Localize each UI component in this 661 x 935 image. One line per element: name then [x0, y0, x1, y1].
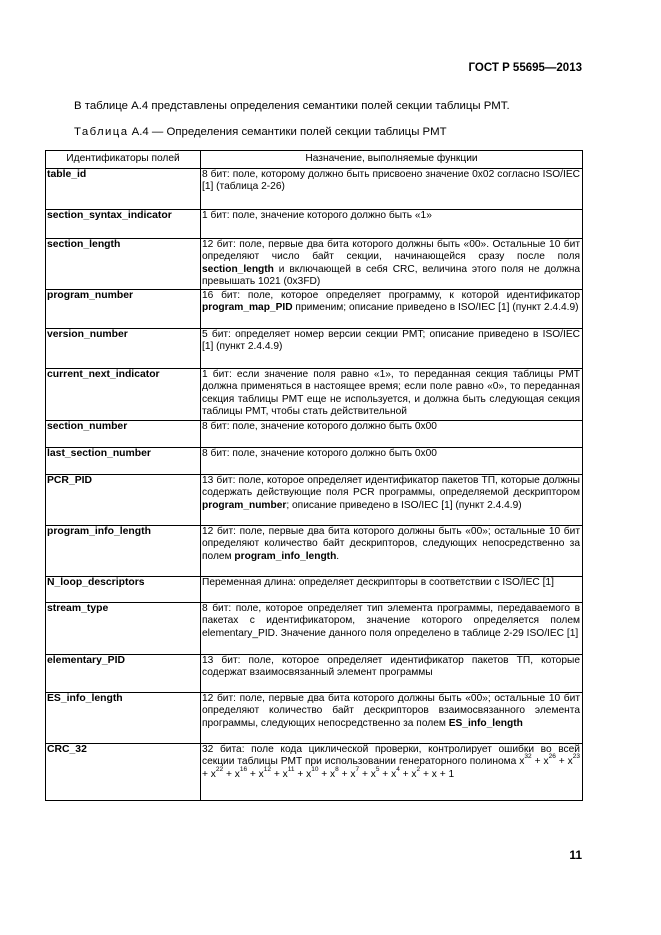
desc-text: и включающей в себя CRC, величина этого поля не должна превышать 1021 (0x3FD)	[202, 263, 580, 287]
caption-label: Таблица	[74, 126, 129, 138]
field-description: 1 бит: поле, значение которого должно быть «1»	[201, 210, 583, 239]
field-name: section_number	[46, 421, 201, 448]
field-description	[201, 526, 583, 577]
field-description	[201, 239, 583, 290]
desc-text: 12 бит: поле, первые два бита которого должны быть «00». Остальные 10 бит определяют число байт секции, начинающейся сразу после поля	[202, 239, 580, 263]
table-row	[46, 577, 583, 603]
field-description	[201, 475, 583, 526]
table-caption	[74, 126, 447, 138]
table-row	[46, 290, 583, 329]
field-name: section_length	[46, 239, 201, 290]
table-row	[46, 744, 583, 801]
table-row	[46, 421, 583, 448]
field-name: elementary_PID	[46, 655, 201, 693]
field-description: 1 бит: если значение поля равно «1», то переданная секция таблицы PMT должна применяться в настоящее время; если поле равно «0», то переданная секция таблицы PMT еще не используется, и должна быть следующая секция таблицы PMT, чтобы стать действительной	[201, 369, 583, 421]
field-name: version_number	[46, 329, 201, 369]
table-row	[46, 475, 583, 526]
desc-text: 32 бита: поле кода циклической проверки, контролирует ошибки во всей секции таблицы PMT при использовании генераторного полинома	[202, 744, 580, 768]
desc-field-ref: program_map_PID	[202, 302, 293, 314]
desc-field-ref: ES_info_length	[448, 717, 523, 729]
desc-text: ; описание приведено в ISO/IEC [1] (пункт 2.4.4.9)	[286, 499, 522, 511]
field-name: N_loop_descriptors	[46, 577, 201, 603]
desc-text: 12 бит: поле, первые два бита которого должны быть «00»; остальные 10 бит определяют количество байт дескрипторов взаимосвязанного элемента программы, следующих непосредственно за полем	[202, 693, 580, 729]
table-row	[46, 210, 583, 239]
field-name: PCR_PID	[46, 475, 201, 526]
field-description: 8 бит: поле, значение которого должно быть 0x00	[201, 448, 583, 475]
field-name: CRC_32	[46, 744, 201, 801]
field-description: 8 бит: поле, которое определяет тип элемента программы, передаваемого в пакетах с идентификатором, значение которого определяется полем elementary_PID. Значение данного поля определено в таблице 2-29 ISO/IEC [1]	[201, 603, 583, 655]
desc-field-ref: program_info_length	[234, 550, 337, 562]
desc-text: применим; описание приведено в ISO/IEC [1] (пункт 2.4.4.9)	[292, 302, 579, 314]
caption-text: А.4 — Определения семантики полей секции таблицы PMT	[131, 126, 447, 138]
field-name: ES_info_length	[46, 693, 201, 744]
desc-text: 12 бит: поле, первые два бита которого должны быть «00»; остальные 10 бит определяют количество байт дескрипторов, следующих непосредственно за полем	[202, 526, 580, 562]
table-row	[46, 655, 583, 693]
table-row	[46, 169, 583, 210]
table-row	[46, 603, 583, 655]
table-row	[46, 693, 583, 744]
page-number: 11	[569, 848, 582, 862]
field-description: 8 бит: поле, значение которого должно быть 0x00	[201, 421, 583, 448]
field-name: stream_type	[46, 603, 201, 655]
field-description: Переменная длина: определяет дескрипторы в соответствии с ISO/IEC [1]	[201, 577, 583, 603]
table-row	[46, 369, 583, 421]
pmt-semantics-table	[45, 150, 583, 801]
field-name: program_number	[46, 290, 201, 329]
desc-field-ref: section_length	[202, 263, 274, 275]
table-row	[46, 239, 583, 290]
field-description: 5 бит: определяет номер версии секции PMT; описание приведено в ISO/IEC [1] (пункт 2.4.4.9)	[201, 329, 583, 369]
generator-polynomial: $x^{32} + x^{26} + x^{23} + x^{22} + x^{16} + x^{12} + x^{11} + x^{10} + x^8 + x^7 + x^5 + x^4 + x^2 + x + 1$	[202, 753, 580, 780]
table-header-row	[46, 151, 583, 169]
table-row	[46, 448, 583, 475]
table-row	[46, 526, 583, 577]
field-description: 13 бит: поле, которое определяет идентификатор пакетов ТП, которые содержат взаимосвязанный элемент программы	[201, 655, 583, 693]
intro-paragraph: В таблице А.4 представлены определения семантики полей секции таблицы PMT.	[74, 100, 510, 112]
field-description	[201, 290, 583, 329]
field-name: table_id	[46, 169, 201, 210]
field-description: 8 бит: поле, которому должно быть присвоено значение 0x02 согласно ISO/IEC [1] (таблица 2-26)	[201, 169, 583, 210]
document-code: ГОСТ Р 55695—2013	[468, 62, 582, 74]
field-name: last_section_number	[46, 448, 201, 475]
desc-field-ref: program_number	[202, 499, 287, 511]
field-name: section_syntax_indicator	[46, 210, 201, 239]
desc-text: 16 бит: поле, которое определяет программу, к которой идентификатор	[202, 290, 580, 301]
field-name: program_info_length	[46, 526, 201, 577]
header-field-ids: Идентификаторы полей	[46, 151, 201, 169]
desc-text: 13 бит: поле, которое определяет идентификатор пакетов ТП, которые должны содержать действующие поля PCR программы, определяемой дескриптором	[202, 475, 580, 499]
desc-text: .	[336, 550, 340, 562]
header-purpose: Назначение, выполняемые функции	[201, 151, 583, 169]
field-name: current_next_indicator	[46, 369, 201, 421]
field-description	[201, 693, 583, 744]
field-description	[201, 744, 583, 801]
table-row	[46, 329, 583, 369]
